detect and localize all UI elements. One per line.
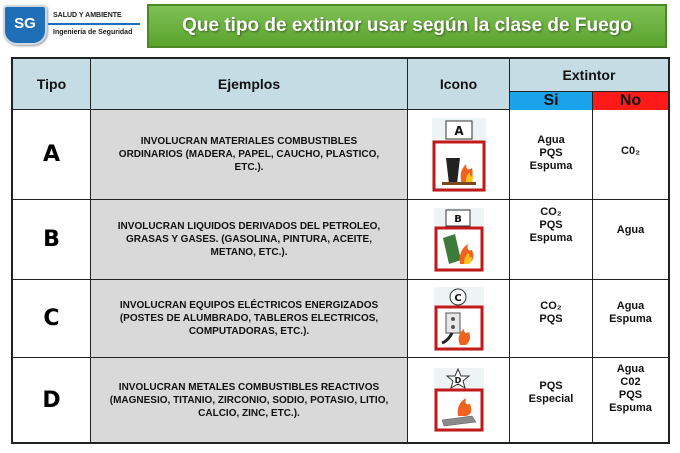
row-c-si-1: CO₂ [540, 300, 562, 312]
row-d-no-4: Espuma [609, 402, 652, 414]
row-d-icon-cell [408, 358, 509, 442]
row-c-tipo: C [13, 280, 90, 357]
class-a-icon-letter: A [453, 123, 464, 138]
class-b-icon-letter: B [453, 213, 462, 225]
row-b-si-2: PQS [539, 219, 563, 231]
row-a-no-1: C0₂ [621, 145, 640, 157]
row-b-ejemplos: INVOLUCRAN LIQUIDOS DERIVADOS DEL PETROLEO, GRASAS Y GASES. (GASOLINA, PINTURA, ACEITE, METANO, ETC.). [91, 200, 407, 279]
row-d-no-2: C02 [620, 376, 641, 388]
row-d-no [593, 358, 668, 442]
row-b-si-3: Espuma [529, 232, 573, 244]
header-ejemplos: Ejemplos [91, 59, 407, 109]
row-a-si-1: Agua [537, 134, 565, 146]
row-c-icon-cell [408, 280, 509, 357]
row-d-si-1: PQS [539, 380, 563, 392]
row-b-si [510, 200, 592, 279]
row-a-si [510, 110, 592, 199]
header-extintor: Extintor [510, 59, 668, 91]
row-b-tipo: B [13, 200, 90, 279]
row-d-si-2: Especial [528, 393, 574, 405]
header-no-label: No [619, 92, 642, 109]
row-d-tipo: D [13, 358, 90, 442]
logo-line1: SALUD Y AMBIENTE [53, 12, 122, 19]
logo-shield-icon: SG [3, 5, 47, 45]
row-a-si-2: PQS [539, 147, 563, 159]
row-d-ejemplos: INVOLUCRAN METALES COMBUSTIBLES REACTIVOS (MAGNESIO, TITANIO, ZIRCONIO, SODIO, POTASIO, LITIO, CALCIO, ZINC, ETC.). [91, 358, 407, 442]
company-logo [3, 5, 145, 45]
class-d-fire-icon [434, 368, 484, 432]
row-b-icon-cell [408, 200, 509, 279]
row-a-icon-cell [408, 110, 509, 199]
row-b-no-1: Agua [616, 224, 645, 236]
row-b-no [593, 200, 668, 279]
row-a-tipo: A [13, 110, 90, 199]
header-icono: Icono [408, 59, 509, 109]
logo-divider [48, 23, 140, 25]
row-d-no-3: PQS [618, 389, 643, 401]
row-d-no-1: Agua [616, 363, 645, 375]
row-c-no-1: Agua [616, 300, 645, 312]
row-b-si-1: CO₂ [540, 206, 562, 218]
class-c-icon-letter: C [453, 292, 462, 304]
header-tipo: Tipo [13, 59, 90, 109]
class-a-fire-icon [432, 118, 486, 192]
fire-class-table [11, 57, 670, 444]
class-c-fire-icon [434, 287, 484, 351]
class-d-icon-letter: D [454, 376, 461, 385]
row-d-si [510, 358, 592, 442]
row-a-ejemplos: INVOLUCRAN MATERIALES COMBUSTIBLES ORDINARIOS (MADERA, PAPEL, CAUCHO, PLASTICO, ETC.). [91, 110, 407, 199]
class-b-fire-icon [434, 208, 484, 272]
row-c-ejemplos: INVOLUCRAN EQUIPOS ELÉCTRICOS ENERGIZADOS (POSTES DE ALUMBRADO, TABLEROS ELECTRICOS, COMPUTADORAS, ETC.). [91, 280, 407, 357]
row-c-no [593, 280, 668, 357]
page-title: Que tipo de extintor usar según la clase de Fuego [147, 4, 667, 48]
row-c-si [510, 280, 592, 357]
row-a-si-3: Espuma [529, 160, 573, 172]
row-c-si-2: PQS [539, 313, 563, 325]
row-c-no-2: Espuma [609, 313, 652, 325]
row-a-no [593, 110, 668, 199]
header-si-label: Si [543, 92, 559, 109]
logo-line2: Ingeniería de Seguridad [53, 29, 133, 36]
